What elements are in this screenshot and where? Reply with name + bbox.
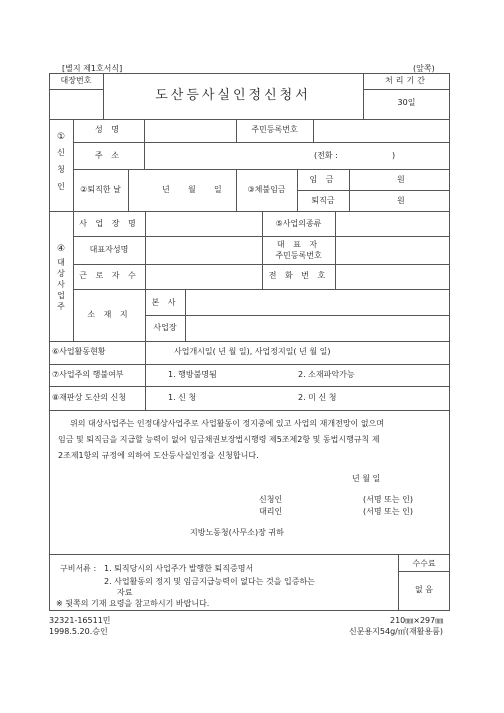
applicant-name-label: 성 명 [95, 125, 122, 134]
resident-number-field[interactable] [315, 122, 447, 140]
rep-resident-label-line1: 대 표 자 [276, 240, 321, 249]
workplace-label: 사업장 [153, 323, 177, 332]
attachment-item-1: 1. 퇴직당시의 사업주가 발행한 퇴직증명서 [104, 564, 254, 573]
declaration-line-3: 2조제1항의 규정에 의하여 도산등사실인정을 신청합니다. [58, 451, 259, 460]
bankruptcy-label: ⑧재판상 도산의 신청 [52, 393, 127, 402]
address-field[interactable] [146, 145, 306, 167]
target-section-char: 대 [57, 258, 65, 267]
business-status-label: ⑥사업활동현황 [52, 347, 106, 356]
form-title: 도산등사실인정신청서 [155, 88, 311, 103]
retire-date-label: ②퇴직한 날 [80, 185, 121, 194]
page-side-label: (앞쪽) [413, 64, 435, 73]
attachments-note: ※ 뒷쪽의 기재 요령을 참고하시기 바랍니다. [56, 599, 210, 608]
applicant-section-number: ① [56, 132, 66, 142]
agent-sign-label: 대리인 [259, 507, 283, 516]
bankruptcy-option-2[interactable]: 2. 미 신 청 [298, 393, 337, 402]
workers-field[interactable] [147, 267, 260, 287]
target-section-number: ④ [56, 244, 66, 254]
wage-label: 임 금 [309, 175, 337, 184]
phone-close: ) [392, 151, 396, 160]
liquidation-label: ⑦사업주의 행불여부 [52, 370, 124, 379]
business-type-field[interactable] [337, 214, 447, 234]
rep-name-label: 대표자성명 [89, 245, 129, 254]
business-name-label: 사 업 장 명 [79, 219, 139, 228]
form-code: 32321-16511민 [49, 616, 111, 625]
severance-unit: 원 [397, 196, 405, 205]
target-section-char: 상 [57, 269, 65, 278]
business-type-label: ⑤사업의종류 [275, 219, 322, 228]
head-office-field[interactable] [187, 292, 447, 313]
attachment-item-2: 2. 사업활동의 정지 및 임금지급능력이 없다는 것을 입증하는 [104, 577, 315, 586]
resident-number-label: 주민등록번호 [251, 125, 298, 134]
paper-size: 210㎜×297㎜ [390, 616, 444, 625]
workplace-field[interactable] [187, 318, 447, 339]
target-section-char: 업 [57, 291, 65, 300]
date-month: 월 [188, 185, 196, 194]
liquidation-option-1[interactable]: 1. 행방불명됨 [168, 370, 217, 379]
fee-label: 수수료 [412, 559, 436, 568]
severance-label: 퇴직금 [311, 196, 335, 205]
liquidation-option-2[interactable]: 2. 소재파악가능 [298, 370, 355, 379]
declaration-date: 년 월 일 [352, 474, 381, 483]
head-office-label: 본 사 [151, 298, 179, 307]
applicant-signature-field[interactable]: (서명 또는 인) [363, 495, 413, 504]
target-section-char: 사 [57, 280, 65, 289]
rep-resident-field[interactable] [337, 239, 447, 262]
applicant-section-char: 인 [57, 182, 65, 191]
agent-signature-field[interactable]: (서명 또는 인) [363, 507, 413, 516]
tel-label: 전 화 번 호 [268, 271, 329, 280]
date-day: 일 [214, 185, 222, 194]
processing-period-label: 처리기간 [385, 76, 428, 85]
location-label: 소 재 지 [87, 310, 131, 319]
target-section-char: 주 [57, 302, 65, 311]
applicant-name-field[interactable] [146, 122, 234, 140]
form-number-label: [별지 제1호서식] [62, 64, 123, 73]
phone-label: (전화 : [314, 151, 338, 160]
ledger-number-label: 대장번호 [60, 76, 92, 85]
rep-name-field[interactable] [147, 239, 260, 262]
processing-period-value: 30일 [397, 98, 416, 107]
business-status-value: 사업개시일( 년 월 일), 사업정지일( 년 월 일) [174, 347, 331, 356]
date-year: 년 [162, 185, 170, 194]
declaration-line-1: 위의 대상사업주는 인정대상사업주로 사업활동이 정지중에 있고 사업의 재개전망이 없으며 [70, 419, 385, 428]
paper-type: 신문용지54g/㎡(재활용품) [349, 627, 444, 636]
rep-resident-label-line2: 주민등록번호 [275, 251, 322, 260]
tel-field[interactable] [337, 267, 447, 287]
fee-value: 없 음 [415, 585, 433, 594]
wage-unit: 원 [397, 175, 405, 184]
bankruptcy-option-1[interactable]: 1. 신 청 [168, 393, 197, 402]
attachments-label: 구비서류 : [60, 564, 97, 573]
recipient-line: 지방노동청(사무소)장 귀하 [190, 528, 284, 537]
applicant-section-char: 신 [57, 148, 65, 157]
declaration-line-2: 임금 및 퇴직금을 지급할 능력이 없어 임금채권보장법시행령 제5조제2항 및 동법시행규칙 제 [58, 435, 380, 444]
business-name-field[interactable] [147, 214, 260, 234]
attachment-item-2-cont: 자료 [117, 588, 133, 597]
unpaid-wage-label: ③체불임금 [247, 185, 286, 194]
applicant-sign-label: 신청인 [259, 495, 283, 504]
address-label: 주 소 [95, 151, 122, 160]
applicant-section-char: 청 [57, 165, 65, 174]
workers-label: 근 로 자 수 [79, 271, 139, 280]
approval-date: 1998.5.20.승인 [49, 627, 108, 636]
